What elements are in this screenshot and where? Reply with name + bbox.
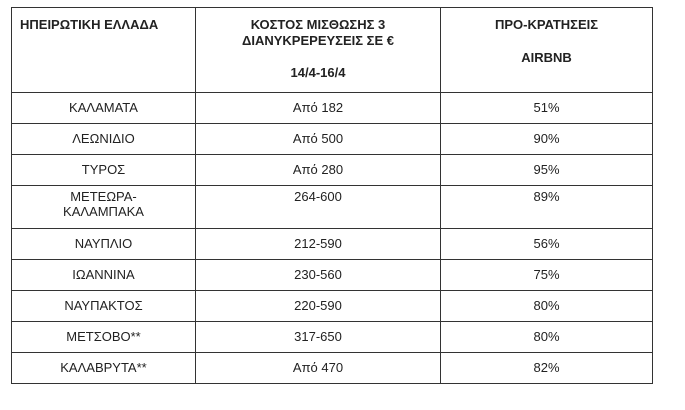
place-name: ΝΑΥΠΛΙΟ <box>74 236 133 251</box>
table-row <box>12 155 653 186</box>
cost-cell <box>196 124 441 155</box>
place-name <box>12 186 195 219</box>
header-bookings <box>441 8 653 93</box>
place-name: ΛΕΩΝΙΔΙΟ <box>72 131 135 146</box>
bookings-cell <box>441 353 653 384</box>
cost-value: 220-590 <box>294 298 342 313</box>
cost-value: 230-560 <box>294 267 342 282</box>
bookings-cell <box>441 155 653 186</box>
table-row <box>12 291 653 322</box>
bookings-cell <box>441 229 653 260</box>
table-row <box>12 186 653 229</box>
bookings-value: 51% <box>533 100 560 115</box>
place-name-line1: ΜΕΤΕΩΡΑ- <box>70 189 137 204</box>
header-region <box>12 8 196 93</box>
cost-cell <box>196 322 441 353</box>
header-cost-dates: 14/4-16/4 <box>290 65 346 80</box>
cost-cell <box>196 229 441 260</box>
bookings-cell <box>441 93 653 124</box>
place-name: ΚΑΛΑΒΡΥΤΑ** <box>60 360 147 375</box>
place-cell <box>12 93 196 124</box>
bookings-cell <box>441 322 653 353</box>
place-name: ΜΕΤΣΟΒΟ** <box>66 329 141 344</box>
cost-value: Από 280 <box>292 162 344 177</box>
bookings-cell <box>441 186 653 229</box>
cost-value: 212-590 <box>294 236 342 251</box>
table-row <box>12 353 653 384</box>
table-row <box>12 124 653 155</box>
header-cost <box>196 8 441 93</box>
bookings-value: 80% <box>533 329 560 344</box>
place-name: ΝΑΥΠΑΚΤΟΣ <box>64 298 143 313</box>
cost-value: Από 182 <box>292 100 344 115</box>
cost-value: 264-600 <box>294 189 342 204</box>
bookings-cell <box>441 124 653 155</box>
table-row <box>12 322 653 353</box>
header-bookings-line2: AIRBNB <box>521 50 572 65</box>
table-row <box>12 93 653 124</box>
place-cell <box>12 291 196 322</box>
place-name-line2: ΚΑΛΑΜΠΑΚΑ <box>63 204 144 219</box>
cost-cell <box>196 186 441 229</box>
cost-cell <box>196 291 441 322</box>
place-cell <box>12 322 196 353</box>
cost-value: 317-650 <box>294 329 342 344</box>
table-row <box>12 229 653 260</box>
bookings-value: 95% <box>533 162 560 177</box>
bookings-cell <box>441 291 653 322</box>
place-cell <box>12 186 196 229</box>
cost-cell <box>196 93 441 124</box>
place-name: ΤΥΡΟΣ <box>81 162 126 177</box>
header-cost-line2: ΔΙΑΝΥΚΡΕΡΕΥΣΕΙΣ ΣΕ € <box>242 33 394 48</box>
cost-cell <box>196 155 441 186</box>
header-cost-line1: ΚΟΣΤΟΣ ΜΙΣΘΩΣΗΣ 3 <box>250 17 386 32</box>
bookings-value: 75% <box>533 267 560 282</box>
cost-cell <box>196 353 441 384</box>
bookings-value: 82% <box>533 360 560 375</box>
place-cell <box>12 229 196 260</box>
place-name: ΚΑΛΑΜΑΤΑ <box>69 100 138 115</box>
table-row <box>12 260 653 291</box>
place-name: ΙΩΑΝΝΙΝΑ <box>72 267 135 282</box>
header-bookings-line1: ΠΡΟ-ΚΡΑΤΗΣΕΙΣ <box>494 17 599 32</box>
place-cell <box>12 353 196 384</box>
cost-cell <box>196 260 441 291</box>
place-cell <box>12 260 196 291</box>
bookings-cell <box>441 260 653 291</box>
bookings-value: 90% <box>533 131 560 146</box>
bookings-value: 56% <box>533 236 560 251</box>
place-cell <box>12 124 196 155</box>
bookings-value: 89% <box>533 189 560 204</box>
rental-cost-table <box>11 7 653 384</box>
cost-value: Από 470 <box>292 360 344 375</box>
header-row <box>12 8 653 93</box>
cost-value: Από 500 <box>292 131 344 146</box>
place-cell <box>12 155 196 186</box>
header-region-label: ΗΠΕΙΡΩΤΙΚΗ ΕΛΛΑΔΑ <box>20 17 159 32</box>
bookings-value: 80% <box>533 298 560 313</box>
